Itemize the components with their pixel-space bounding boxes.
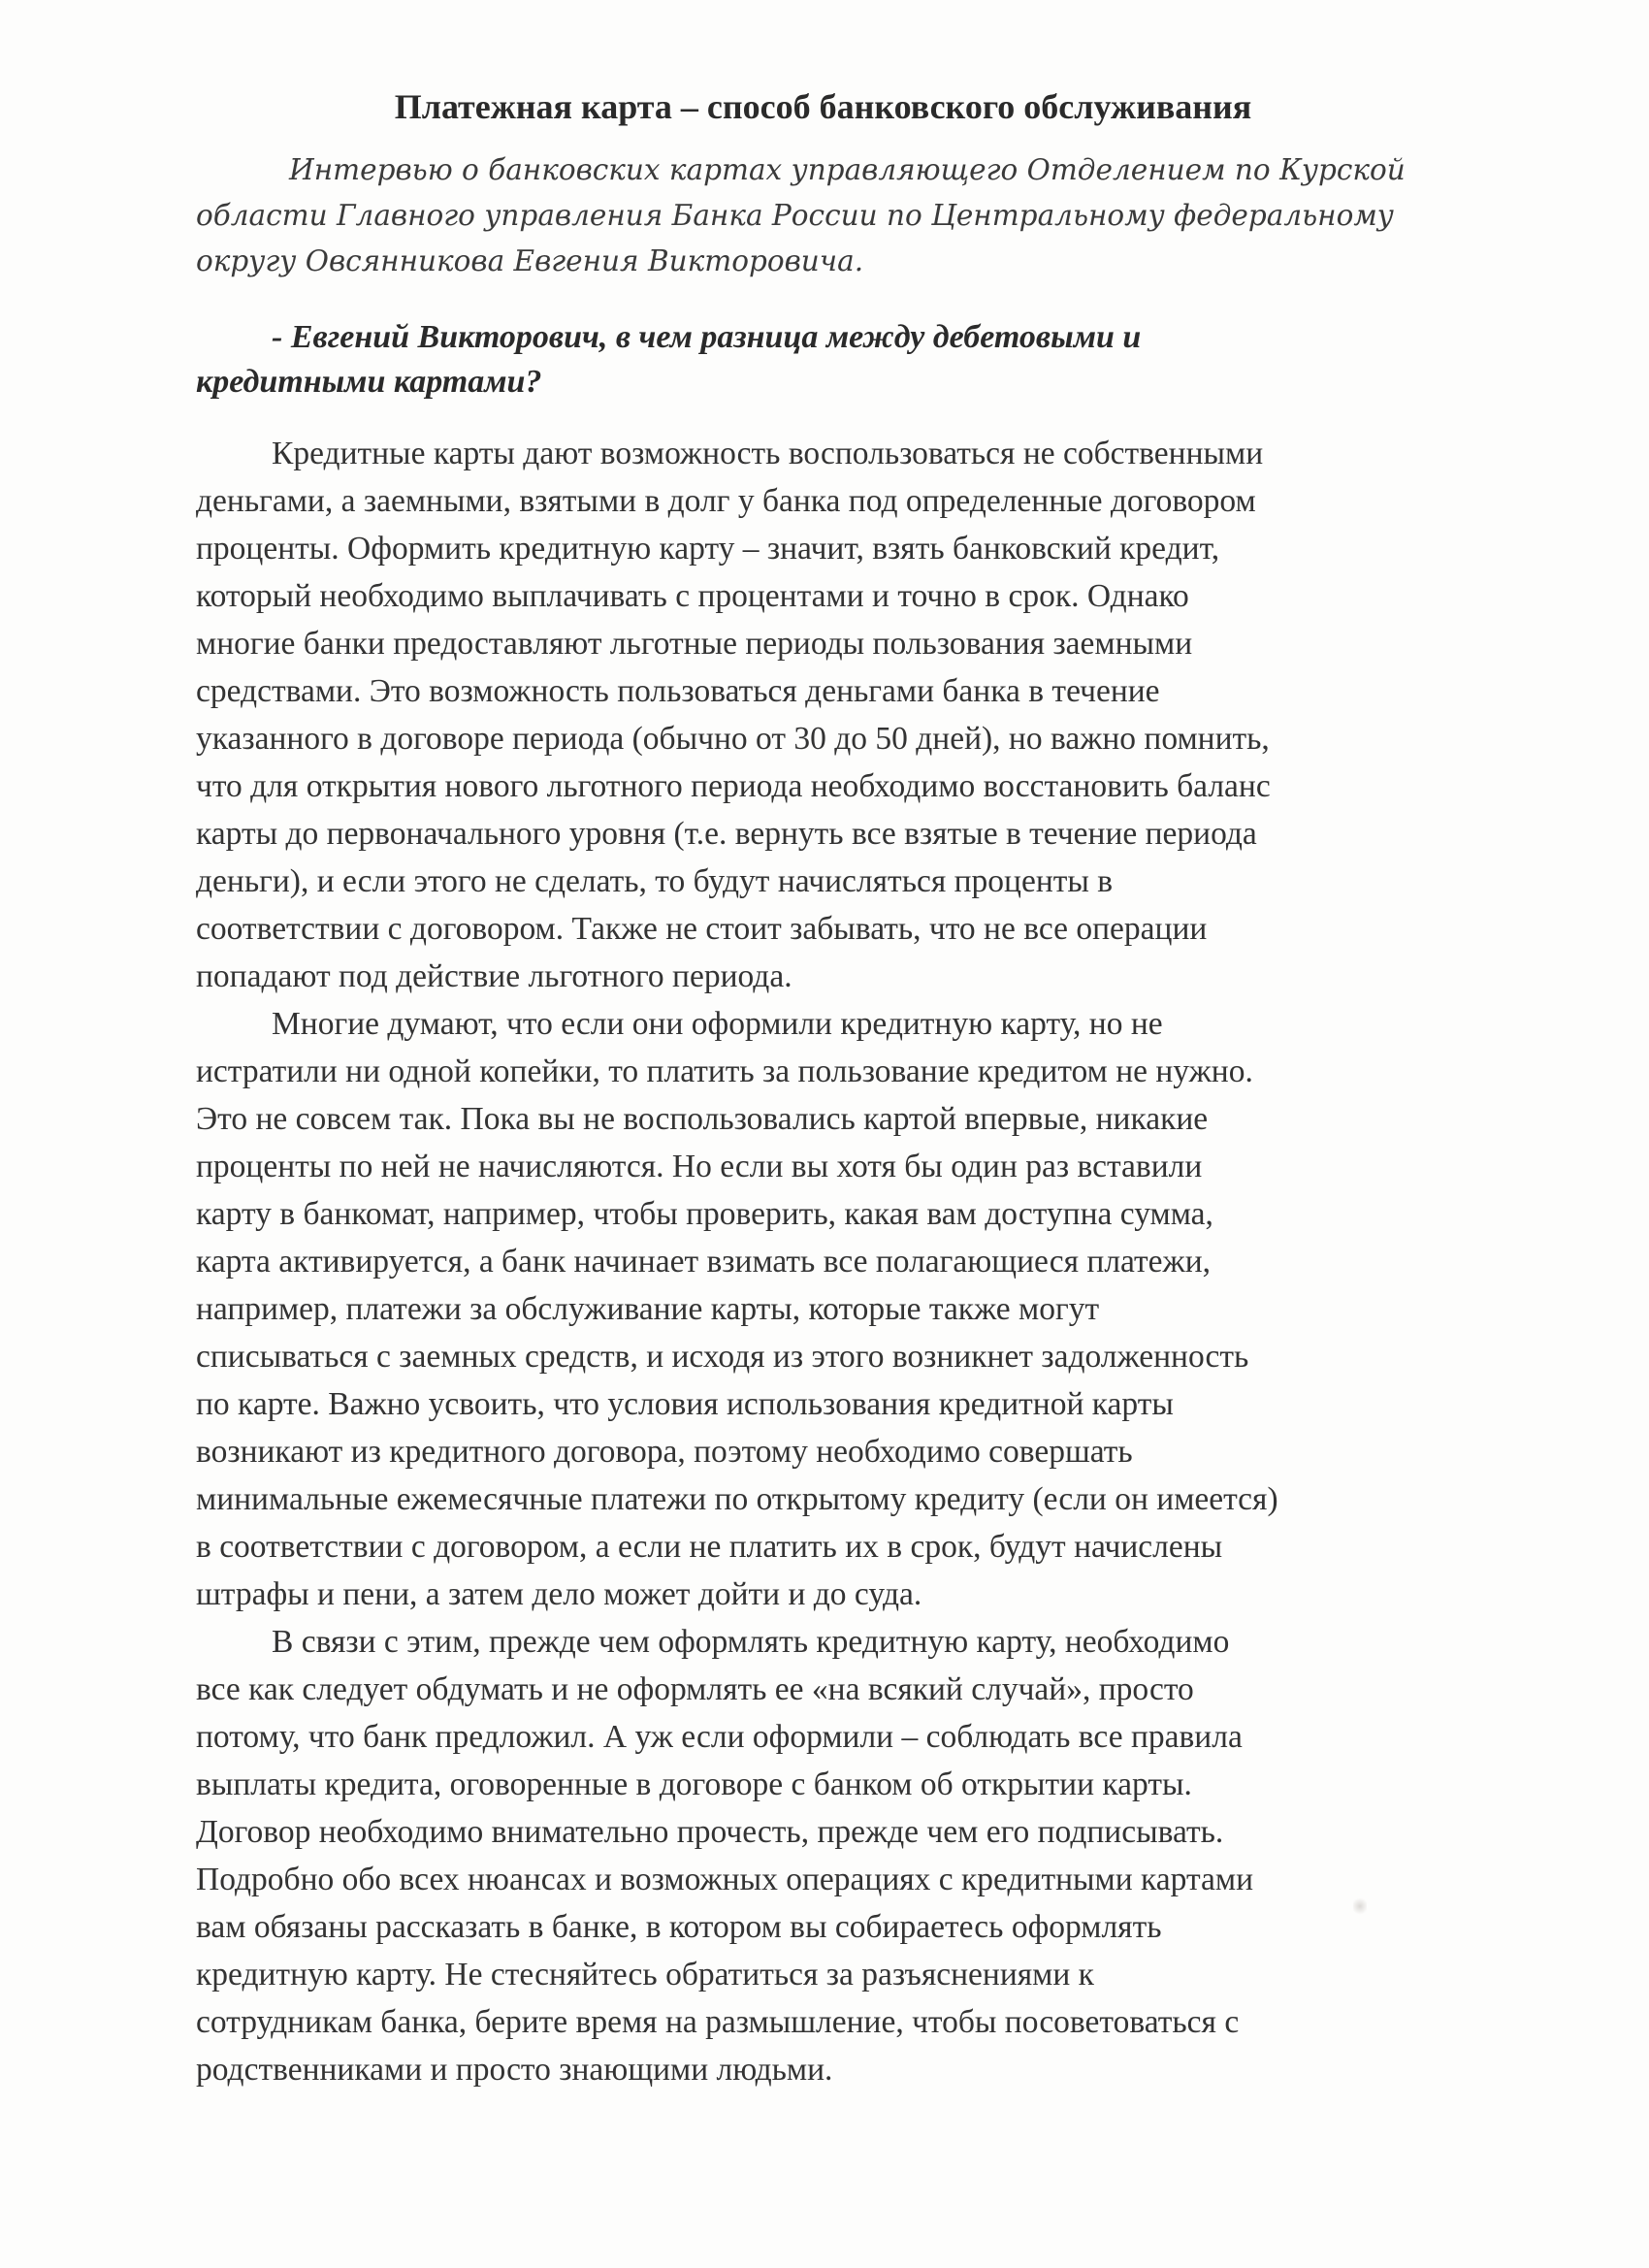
paragraph-line: средствами. Это возможность пользоваться деньгами банка в течение [196, 673, 1160, 709]
paragraph-line: проценты. Оформить кредитную карту – значит, взять банковский кредит, [196, 531, 1220, 567]
intro-line: области Главного управления Банка России по Центральному федеральному [196, 199, 1394, 232]
paragraph-line: Договор необходимо внимательно прочесть, прежде чем его подписывать. [196, 1814, 1224, 1850]
paragraph [196, 1000, 1450, 1618]
interview-intro [196, 147, 1450, 284]
paragraph-line: все как следует обдумать и не оформлять ее «на всякий случай», просто [196, 1671, 1194, 1707]
paragraph-line: указанного в договоре периода (обычно от 30 до 50 дней), но важно помнить, [196, 721, 1270, 757]
paragraph-line: В связи с этим, прежде чем оформлять кредитную карту, необходимо [272, 1624, 1230, 1660]
paragraph-line: деньги), и если этого не сделать, то будут начисляться проценты в [196, 863, 1114, 899]
scan-smudge [1353, 1896, 1367, 1916]
paragraph-line: Многие думают, что если они оформили кредитную карту, но не [272, 1006, 1163, 1042]
paragraph-line: Это не совсем так. Пока вы не воспользовались картой впервые, никакие [196, 1101, 1209, 1137]
paragraph-line: штрафы и пени, а затем дело может дойти и до суда. [196, 1576, 922, 1612]
paragraph-line: минимальные ежемесячные платежи по открытому кредиту (если он имеется) [196, 1481, 1278, 1517]
paragraph-line: карты до первоначального уровня (т.е. вернуть все взятые в течение периода [196, 816, 1257, 852]
intro-line: округу Овсянникова Евгения Викторовича. [196, 244, 864, 277]
paragraph-line: кредитную карту. Не стесняйтесь обратиться за разъяснениями к [196, 1957, 1094, 1993]
paragraph-line: карта активируется, а банк начинает взимать все полагающиеся платежи, [196, 1244, 1211, 1280]
paragraph-line: сотрудникам банка, берите время на размышление, чтобы посоветоваться с [196, 2004, 1240, 2040]
paragraph-line: соответствии с договором. Также не стоит забывать, что не все операции [196, 911, 1208, 947]
paragraph-line: проценты по ней не начисляются. Но если вы хотя бы один раз вставили [196, 1149, 1203, 1184]
paragraph-line: многие банки предоставляют льготные периоды пользования заемными [196, 626, 1193, 662]
interview-question [196, 315, 1450, 405]
paragraph-line: списываться с заемных средств, и исходя из этого возникнет задолженность [196, 1339, 1249, 1375]
answer-body [196, 430, 1450, 2093]
paragraph-line: Подробно обо всех нюансах и возможных операциях с кредитными картами [196, 1862, 1254, 1897]
paragraph-line: вам обязаны рассказать в банке, в котором вы собираетесь оформлять [196, 1909, 1162, 1945]
paragraph-line: что для открытия нового льготного периода необходимо восстановить баланс [196, 768, 1271, 804]
intro-line: Интервью о банковских картах управляющего Отделением по Курской [289, 153, 1406, 186]
paragraph-line: карту в банкомат, например, чтобы проверить, какая вам доступна сумма, [196, 1196, 1213, 1232]
paragraph-line: истратили ни одной копейки, то платить за пользование кредитом не нужно. [196, 1053, 1253, 1089]
paragraph-line: по карте. Важно усвоить, что условия использования кредитной карты [196, 1386, 1174, 1422]
paragraph-line: в соответствии с договором, а если не платить их в срок, будут начислены [196, 1529, 1223, 1565]
paragraph-line: выплаты кредита, оговоренные в договоре с банком об открытии карты. [196, 1766, 1192, 1802]
paragraph-line: родственниками и просто знающими людьми. [196, 2052, 833, 2088]
paragraph-line: деньгами, а заемными, взятыми в долг у банка под определенные договором [196, 483, 1256, 519]
paragraph-line: потому, что банк предложил. А уж если оформили – соблюдать все правила [196, 1719, 1243, 1755]
paragraph-line: Кредитные карты дают возможность воспользоваться не собственными [272, 436, 1264, 471]
paragraph [196, 1618, 1450, 2093]
paragraph-line: попадают под действие льготного периода. [196, 958, 792, 994]
question-line: кредитными картами? [196, 364, 542, 400]
document-title: Платежная карта – способ банковского обслуживания [394, 87, 1252, 126]
paragraph [196, 430, 1450, 1000]
paragraph-line: который необходимо выплачивать с процентами и точно в срок. Однако [196, 578, 1189, 614]
paragraph-line: возникают из кредитного договора, поэтому необходимо совершать [196, 1434, 1133, 1470]
paragraph-line: например, платежи за обслуживание карты, которые также могут [196, 1291, 1100, 1327]
question-line: - Евгений Викторович, в чем разница между дебетовыми и [272, 319, 1142, 355]
